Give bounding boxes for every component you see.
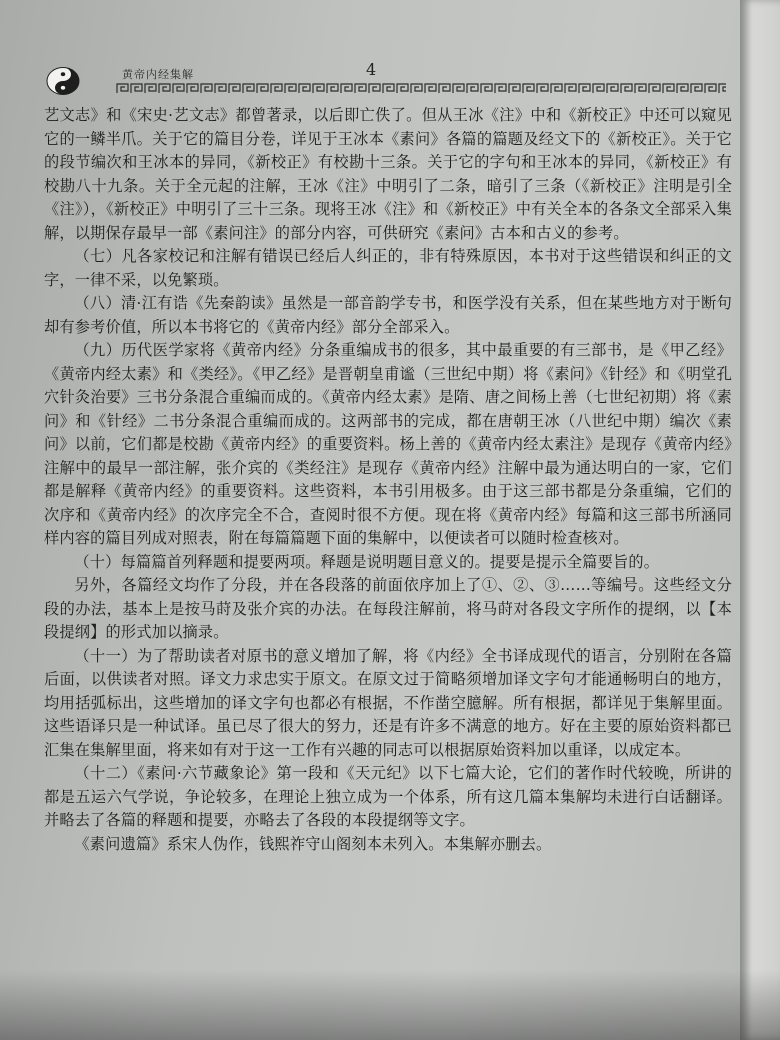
yin-yang-icon <box>46 66 80 96</box>
bottom-shadow <box>0 970 780 1040</box>
paragraph-item-12-note: 《素问遗篇》系宋人伪作，钱熙祚守山阁刻本未列入。本集解亦删去。 <box>74 834 552 853</box>
paragraph-item-8: （八）清·江有诰《先秦韵读》虽然是一部音韵学专书，和医学没有关系，但在某些地方对于断句却有参考价值，所以本书将它的《黄帝内经》部分全部采入。 <box>44 294 732 336</box>
running-header <box>40 62 730 102</box>
header-title: 黄帝内经集解 <box>122 68 194 81</box>
paragraph-continuation: 艺文志》和《宋史·艺文志》都曾著录，以后即亡佚了。但从王冰《注》中和《新校正》中还可以窥见它的一鳞半爪。关于它的篇目分卷，详见于王冰本《素问》各篇的篇题及经文下的《新校正》。关于它的段节编次和王冰本的异同，《新校正》有校勘十三条。关于它的字句和王冰本的异同，《新校正》有校勘八十九条。关于全元起的注解，王冰《注》中明引了二条，暗引了三条（《新校正》注明是引全《注》），《新校正》中明引了三十三条。现将王冰《注》和《新校正》中有关全本的各条文全部采入集解，以期保存最早一部《素问注》的部分内容，可供研究《素问》古本和古义的参考。 <box>44 106 732 242</box>
decorative-fret-border <box>116 82 726 94</box>
paragraph-item-10: （十）每篇篇首列释题和提要两项。释题是说明题目意义的。提要是提示全篇要旨的。 <box>74 552 660 571</box>
paragraph-item-9: （九）历代医学家将《黄帝内经》分条重编成书的很多，其中最重要的有三部书，是《甲乙经》《黄帝内经太素》和《类经》。《甲乙经》是晋朝皇甫谧（三世纪中期）将《素问》《针经》和《明堂孔穴针灸治要》三书分条混合重编而成的。《黄帝内经太素》是隋、唐之间杨上善（七世纪初期）将《素问》和《针经》二书分条混合重编而成的。这两部书的完成，都在唐朝王冰（八世纪中期）编次《素问》以前，它们都是校勘《黄帝内经》的重要资料。杨上善的《黄帝内经太素注》是现存《黄帝内经》注解中的最早一部注解，张介宾的《类经注》是现存《黄帝内经》注解中最为通达明白的一家，它们都是解释《黄帝内经》的重要资料。这些资料，本书引用极多。由于这三部书都是分条重编，它们的次序和《黄帝内经》的次序完全不合，查阅时很不方便。现在将《黄帝内经》每篇和这三部书所涵同样内容的篇目列成对照表，附在每篇篇题下面的集解中，以便读者可以随时检查核对。 <box>44 341 732 547</box>
paragraph-item-10-note: 另外，各篇经文均作了分段，并在各段落的前面依序加上了①、②、③……等编号。这些经文分段的办法，基本上是按马莳及张介宾的办法。在每段注解前，将马莳对各段文字所作的提纲，以【本段提纲】的形式加以摘录。 <box>44 576 732 641</box>
paragraph-item-7: （七）凡各家校记和注解有错误已经后人纠正的，非有特殊原因，本书对于这些错误和纠正的文字，一律不采，以免繁琐。 <box>44 247 732 289</box>
main-text <box>44 104 732 856</box>
paragraph-item-11: （十一）为了帮助读者对原书的意义增加了解，将《内经》全书译成现代的语言，分别附在各篇后面，以供读者对照。译文力求忠实于原文。在原文过于简略须增加译文字句才能通畅明白的地方，均用括弧标出，这些增加的译文字句也都必有根据，不作凿空臆解。所有根据，都详见于集解里面。这些语译只是一种试译。虽已尽了很大的努力，还是有许多不满意的地方。好在主要的原始资料都已汇集在集解里面，将来如有对于这一工作有兴趣的同志可以根据原始资料加以重译，以成定本。 <box>44 646 732 759</box>
page-stack-edge <box>740 0 780 1040</box>
page-number: 4 <box>366 60 377 79</box>
paragraph-item-12: （十二）《素问·六节藏象论》第一段和《天元纪》以下七篇大论，它们的著作时代较晚，所讲的都是五运六气学说，争论较多，在理论上独立成为一个体系，所有这几篇本集解均未进行白话翻译。并略去了各篇的释题和提要，亦略去了各段的本段提纲等文字。 <box>44 764 732 829</box>
